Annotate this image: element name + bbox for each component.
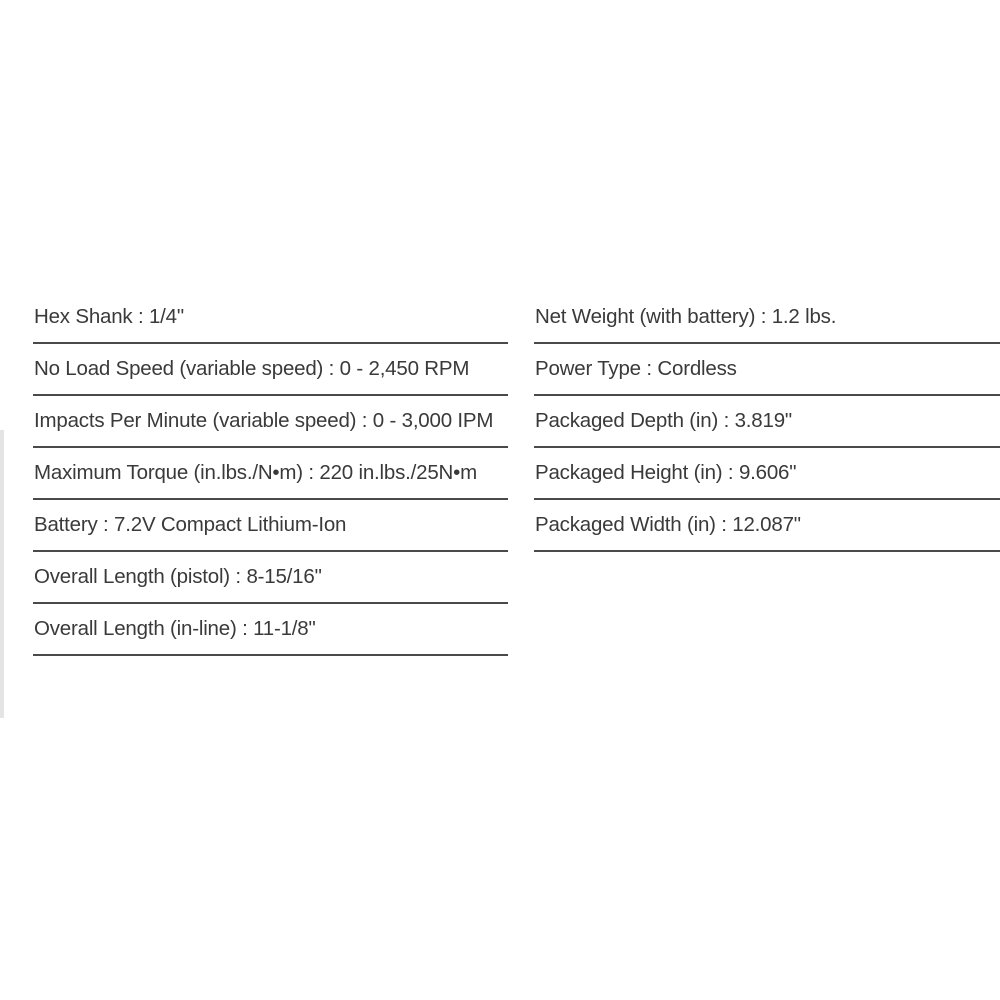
spec-label: Impacts Per Minute (variable speed) [34, 409, 357, 432]
spec-row-overall-length-inline [33, 604, 508, 656]
spec-value: 0 - 3,000 IPM [372, 409, 494, 432]
spec-row-impacts-per-minute [33, 396, 508, 448]
spec-separator: : [323, 357, 340, 380]
spec-value: 11-1/8" [253, 617, 316, 640]
spec-row-hex-shank [33, 292, 508, 344]
spec-separator: : [718, 409, 735, 432]
spec-row-packaged-height [534, 448, 1000, 500]
spec-separator: : [132, 305, 149, 328]
spec-value: 1.2 lbs. [771, 305, 837, 328]
spec-label: No Load Speed (variable speed) [34, 357, 324, 380]
spec-value: 3.819" [734, 409, 792, 432]
spec-row-no-load-speed [33, 344, 508, 396]
spec-separator: : [722, 461, 739, 484]
spec-row-net-weight [534, 292, 1000, 344]
spec-value: 7.2V Compact Lithium-Ion [114, 513, 347, 536]
spec-separator: : [302, 461, 320, 484]
spec-separator: : [755, 305, 772, 328]
spec-label: Battery [34, 513, 98, 536]
spec-label: Power Type [535, 357, 641, 380]
spec-row-packaged-depth [534, 396, 1000, 448]
spec-value: 1/4" [148, 305, 184, 328]
spec-label: Maximum Torque (in.lbs./N•m) [34, 461, 303, 484]
spec-label: Packaged Height (in) [535, 461, 723, 484]
spec-separator: : [229, 565, 247, 588]
spec-row-overall-length-pistol [33, 552, 508, 604]
spec-label: Overall Length (in-line) [34, 617, 237, 640]
spec-value: 8-15/16" [246, 565, 322, 588]
spec-label: Net Weight (with battery) [535, 305, 756, 328]
spec-row-battery [33, 500, 508, 552]
spec-row-power-type [534, 344, 1000, 396]
specs-column-left [33, 292, 508, 656]
spec-separator: : [356, 409, 373, 432]
spec-row-packaged-width [534, 500, 1000, 552]
spec-label: Packaged Depth (in) [535, 409, 719, 432]
spec-separator: : [97, 513, 115, 536]
left-accent-bar [0, 430, 4, 718]
spec-separator: : [640, 357, 658, 380]
spec-label: Overall Length (pistol) [34, 565, 230, 588]
spec-separator: : [715, 513, 733, 536]
spec-label: Hex Shank [34, 305, 133, 328]
spec-value: 12.087" [732, 513, 801, 536]
specs-column-right [534, 292, 1000, 552]
spec-value: 9.606" [738, 461, 797, 484]
spec-row-maximum-torque [33, 448, 508, 500]
spec-value: 220 in.lbs./25N•m [319, 461, 478, 484]
spec-label: Packaged Width (in) [535, 513, 716, 536]
spec-value: 0 - 2,450 RPM [339, 357, 470, 380]
spec-value: Cordless [657, 357, 737, 380]
spec-separator: : [236, 617, 254, 640]
